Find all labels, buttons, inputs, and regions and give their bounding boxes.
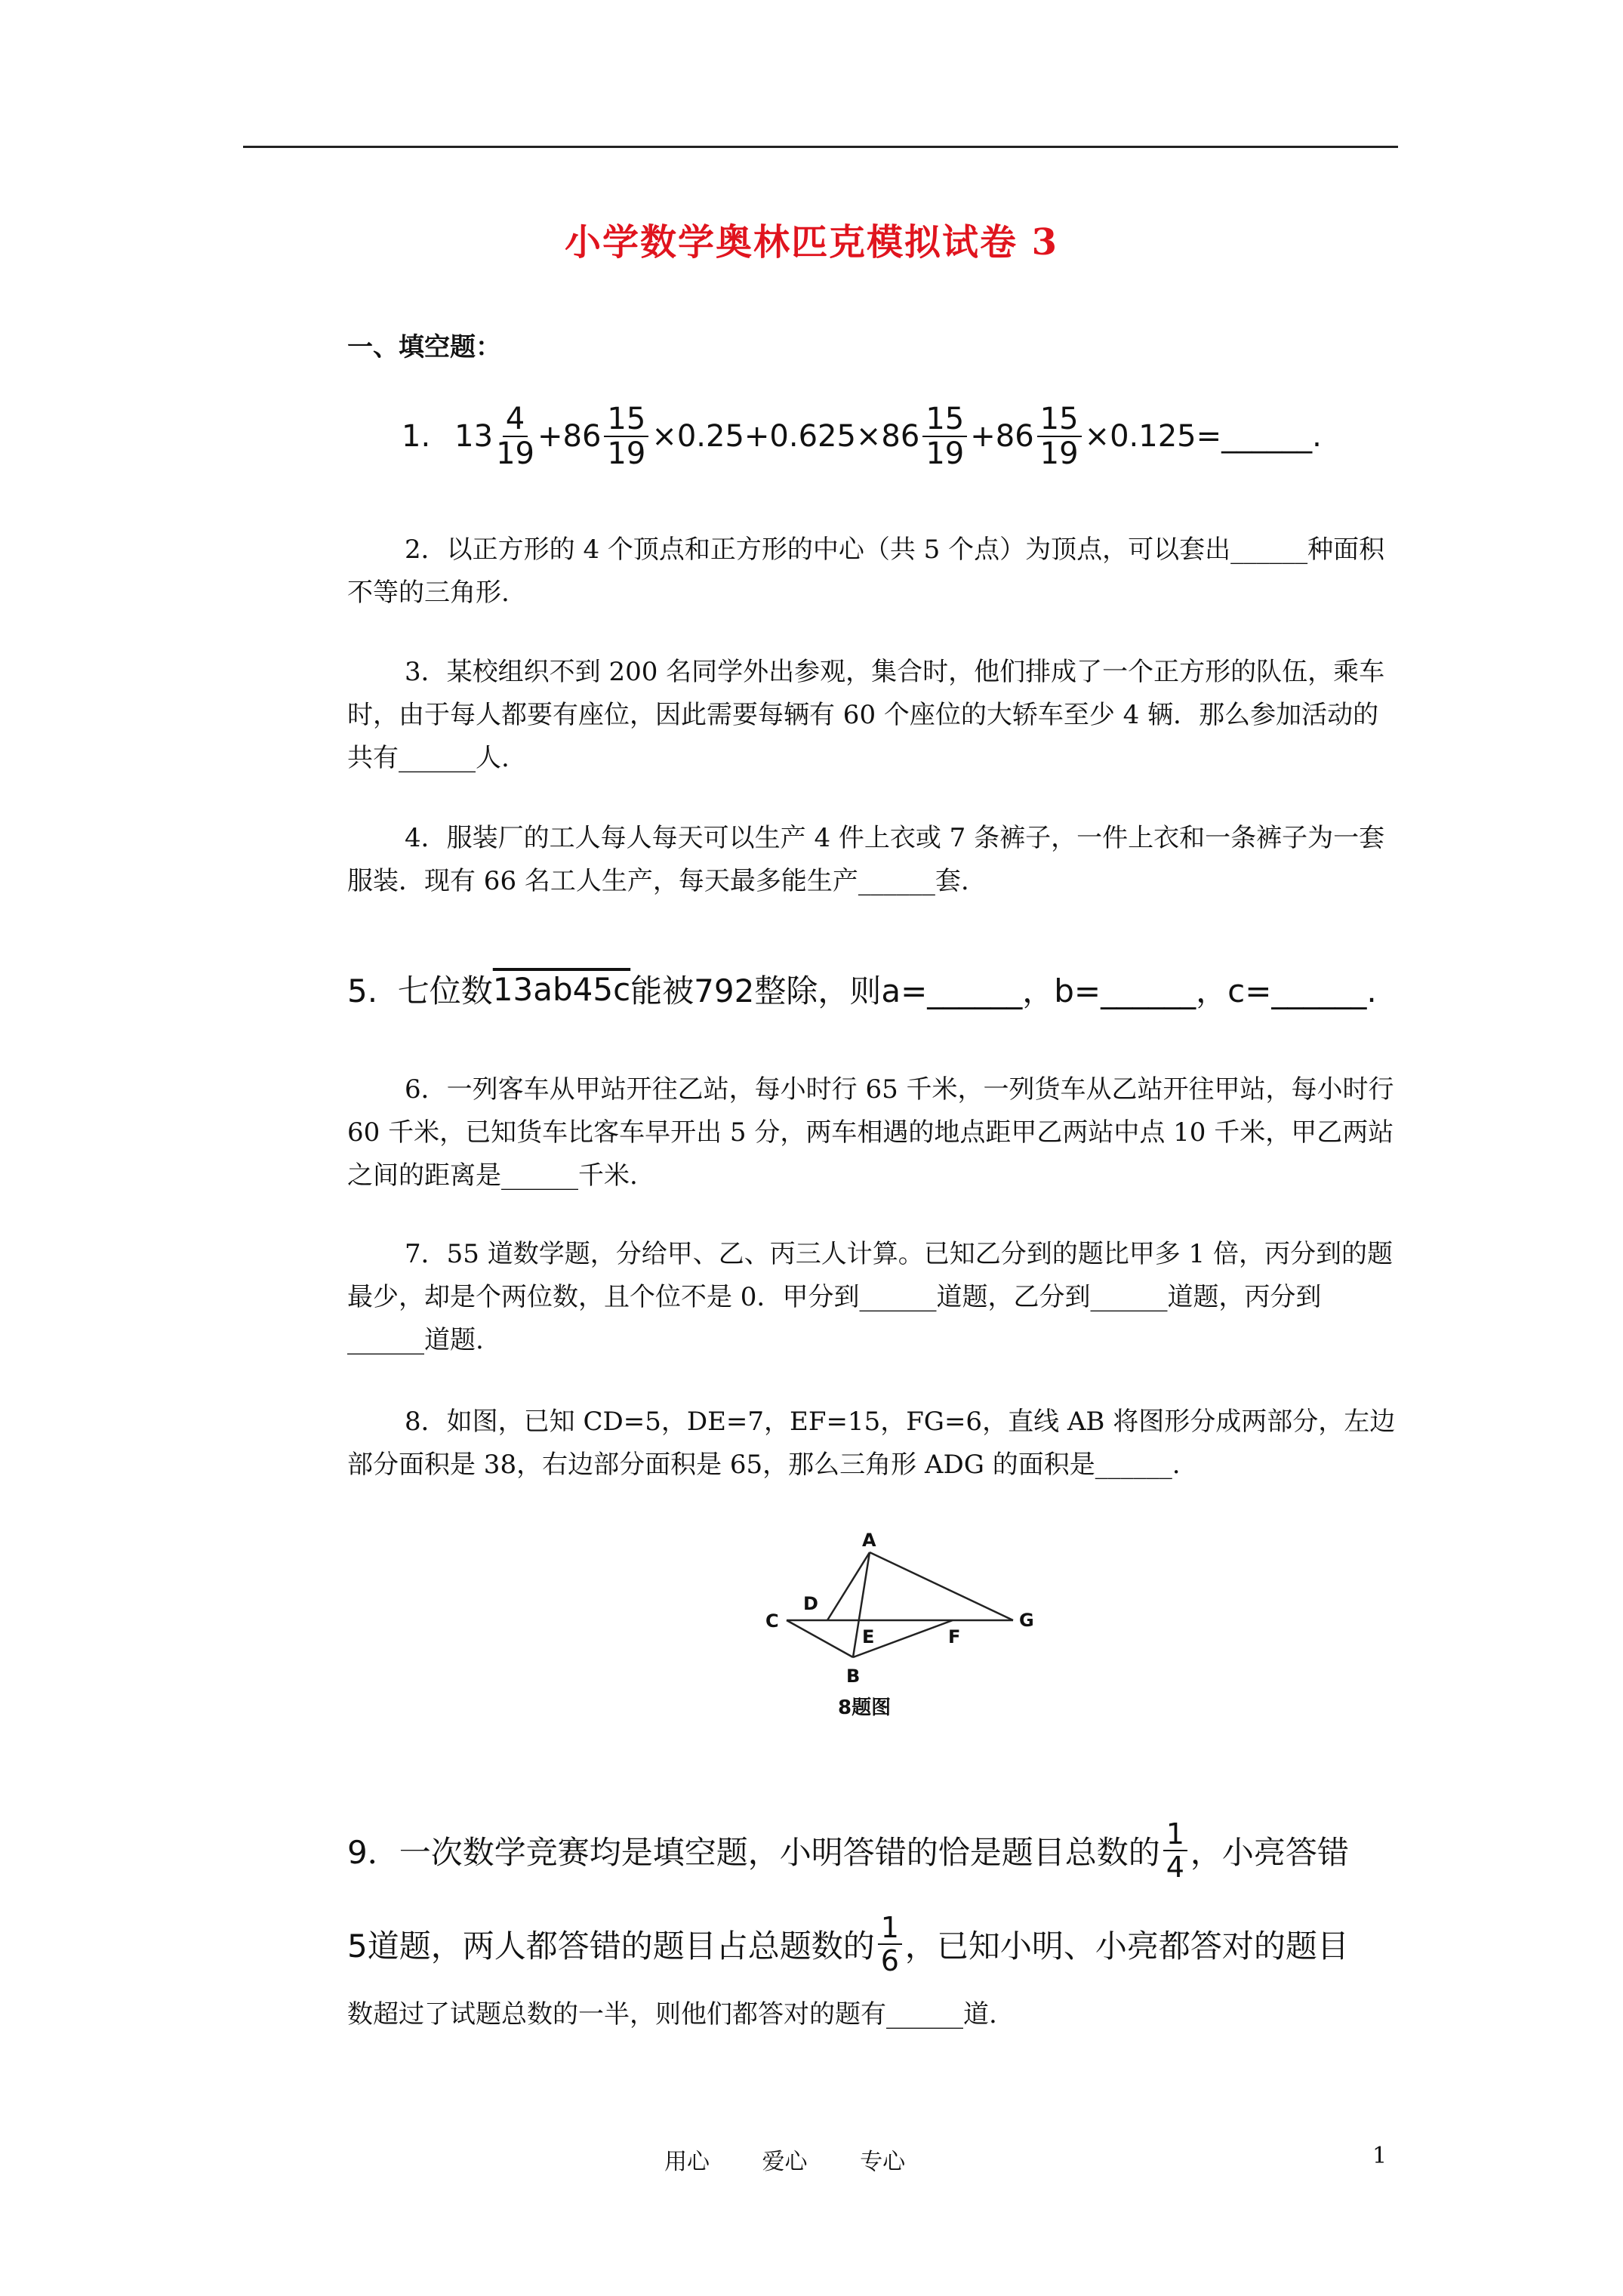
triangle-diagram [755, 1525, 1057, 1737]
q9-fraction-1 [1163, 1817, 1187, 1884]
fraction-numerator: 1 [1163, 1820, 1187, 1851]
label-e: E [862, 1626, 875, 1647]
q1-fraction-d [1037, 404, 1082, 469]
fraction-denominator: 6 [880, 1944, 899, 1977]
fraction-numerator: 15 [604, 404, 648, 437]
q9-line-2-text: 5道题，两人都答错的题目占总题数的 [347, 1928, 875, 1965]
q5-lead: 5. 七位数 [347, 972, 493, 1009]
footer-word: 用心 [664, 2149, 710, 2175]
q1-term: +86 [970, 419, 1034, 454]
section-heading: 一、填空题： [347, 332, 501, 362]
q1-term: ×0.25+0.625×86 [651, 419, 920, 454]
question-6 [347, 1068, 1397, 1197]
q1-fraction-a [496, 404, 534, 469]
question-7 [347, 1233, 1397, 1362]
question-8 [347, 1401, 1397, 1487]
question-6-text: 6．一列客车从甲站开往乙站，每小时行 65 千米，一列货车从乙站开往甲站，每小时行 60 千米，已知货车比客车早开出 5 分，两车相遇的地点距甲乙两站中点 10 千米，甲乙两站之间的距离是______千米. [347, 1074, 1394, 1191]
footer-word: 爱心 [762, 2149, 808, 2175]
line-ag [870, 1552, 1013, 1620]
question-8-figure [755, 1525, 1057, 1737]
q1-term: +86 [537, 419, 602, 454]
label-f: F [948, 1626, 961, 1647]
fraction-denominator: 19 [925, 436, 965, 471]
q9-line-1-tail: ，小亮答错 [1190, 1834, 1349, 1871]
q9-fraction-2 [878, 1913, 902, 1975]
fraction-denominator: 19 [496, 436, 534, 471]
question-3 [347, 651, 1397, 780]
question-3-text: 3．某校组织不到 200 名同学外出参观，集合时，他们排成了一个正方形的队伍，乘车时，由于每人都要有座位，因此需要每辆有 60 个座位的大轿车至少 4 辆．那么参加活动的共有______人. [347, 657, 1385, 773]
footer-motto [664, 2143, 950, 2176]
question-5 [347, 966, 1377, 1012]
fraction-numerator: 4 [503, 404, 528, 437]
q9-line-3: 数超过了试题总数的一半，则他们都答对的题有______道. [347, 1999, 997, 2029]
fraction-numerator: 1 [878, 1913, 902, 1945]
label-c: C [765, 1610, 779, 1632]
question-9-continued [347, 1993, 1397, 2036]
label-d: D [803, 1593, 818, 1614]
q9-line-1 [347, 1817, 1349, 1884]
fraction-denominator: 4 [1166, 1851, 1184, 1884]
question-4-text: 4．服装厂的工人每人每天可以生产 4 件上衣或 7 条裤子，一件上衣和一条裤子为一套服装．现有 66 名工人生产，每天最多能生产______套. [347, 823, 1385, 896]
q1-fraction-c [922, 404, 967, 469]
question-9 [347, 1817, 1404, 2091]
label-b: B [846, 1666, 861, 1687]
label-a: A [862, 1530, 876, 1551]
q1-term: ×0.125=______. [1084, 419, 1322, 454]
q9-line-1-text: 9．一次数学竞赛均是填空题，小明答错的恰是题目总数的 [347, 1834, 1160, 1871]
q5-tail: 能被792整除，则a=______，b=______，c=______. [630, 972, 1377, 1009]
q9-line-2 [347, 1913, 1349, 1975]
question-1-formula [402, 404, 1322, 469]
page-number: 1 [1372, 2143, 1387, 2169]
fraction-numerator: 15 [1037, 404, 1082, 437]
question-4 [347, 817, 1397, 903]
fraction-denominator: 19 [1039, 436, 1079, 471]
header-rule [243, 146, 1398, 148]
figure-caption: 8题图 [838, 1697, 892, 1719]
fraction-numerator: 15 [922, 404, 967, 437]
q5-number: 13ab45c [492, 970, 631, 1008]
question-2-text: 2．以正方形的 4 个顶点和正方形的中心（共 5 个点）为顶点，可以套出______种面积不等的三角形. [347, 535, 1385, 608]
fraction-denominator: 19 [607, 436, 646, 471]
footer-word: 专心 [860, 2149, 906, 2175]
page-title: 小学数学奥林匹克模拟试卷 3 [564, 221, 1059, 264]
q1-whole: 13 [454, 419, 494, 454]
question-7-text: 7．55 道数学题，分给甲、乙、丙三人计算。已知乙分到的题比甲多 1 倍，丙分到的题最少，却是个两位数，且个位不是 0．甲分到______道题，乙分到______道题，丙分到______道题. [347, 1239, 1393, 1355]
label-g: G [1019, 1610, 1034, 1631]
q1-number: 1. [402, 419, 431, 454]
q1-fraction-b [604, 404, 648, 469]
line-cb [787, 1620, 853, 1657]
question-2 [347, 529, 1397, 615]
question-8-text: 8．如图，已知 CD=5，DE=7，EF=15，FG=6，直线 AB 将图形分成两部分，左边部分面积是 38，右边部分面积是 65，那么三角形 ADG 的面积是______. [347, 1407, 1396, 1480]
q9-line-2-tail: ，已知小明、小亮都答对的题目 [904, 1928, 1349, 1965]
line-ad [827, 1552, 870, 1620]
